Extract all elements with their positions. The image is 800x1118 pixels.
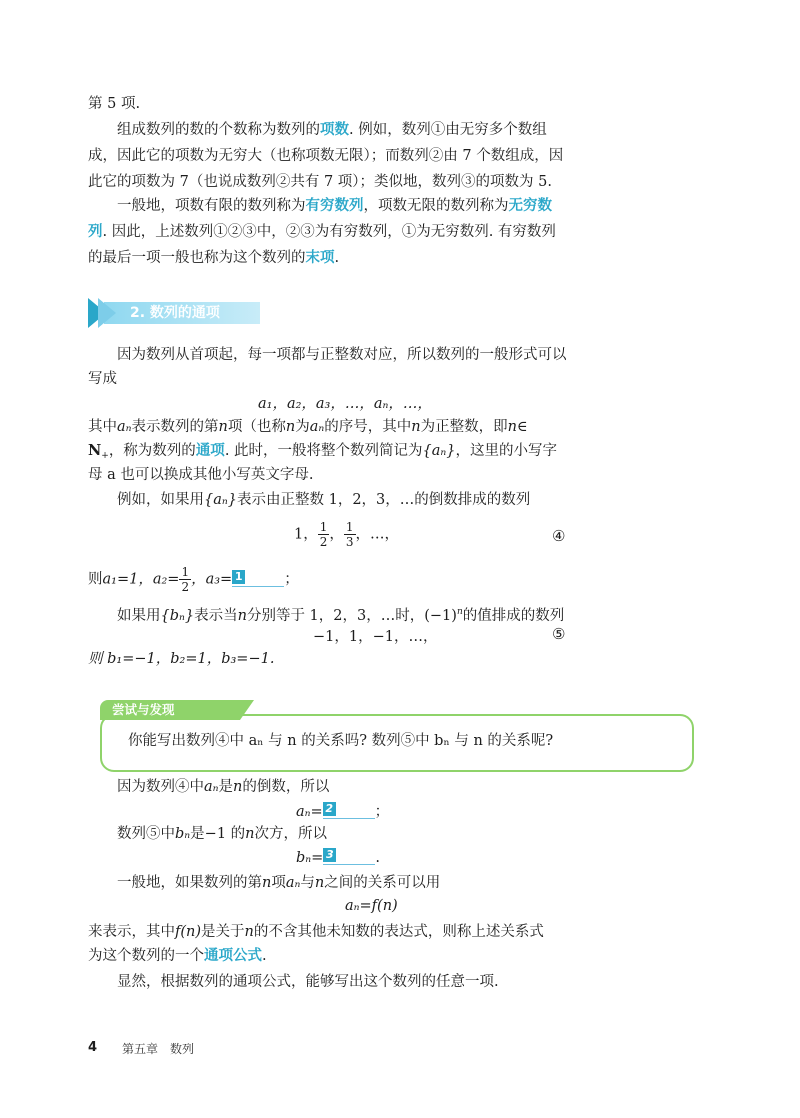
- equation-label: ④: [552, 527, 566, 545]
- fraction-den: 2: [319, 535, 328, 549]
- answer-blank-3[interactable]: [323, 848, 375, 865]
- math-fn: f(n): [175, 924, 202, 940]
- text-span: 因为数列④中: [117, 779, 204, 795]
- text-span: 次方，所以: [254, 826, 327, 842]
- text-span: 数列⑤中: [117, 826, 175, 842]
- text-span: 的最后一项一般也称为这个数列的: [88, 250, 306, 266]
- text-span: 为这个数列的一个: [88, 948, 204, 964]
- blank-number: 3: [323, 848, 336, 862]
- answer-blank-2[interactable]: [323, 802, 375, 819]
- keyword-term: 通项: [195, 442, 225, 459]
- text-line: [117, 824, 327, 844]
- text-span: . 例如，数列①由无穷多个数组: [349, 122, 547, 138]
- text-line: 成，因此它的项数为无穷大（也称项数无限）；而数列②由 7 个数组成，因: [88, 148, 564, 164]
- text-span: ，…，: [355, 526, 400, 543]
- text-span: 表示数列的第: [131, 419, 219, 435]
- text-span: .: [262, 948, 267, 964]
- text-span: 为: [295, 419, 310, 435]
- text-span: ，这里的小写字: [455, 443, 558, 459]
- keyword-term: 通项公式: [204, 947, 262, 964]
- text-span: 为正整数，即: [420, 419, 508, 435]
- math-set-b: {bₙ}: [160, 608, 195, 624]
- text-span: ；: [284, 571, 299, 588]
- text-span: . 此时，一般将整个数列简记为: [224, 443, 423, 459]
- text-span: 其中: [88, 419, 117, 435]
- math-expr: (−1): [424, 608, 457, 624]
- fraction-num: 1: [345, 520, 354, 534]
- text-span: 是关于: [201, 924, 245, 940]
- text-span: 表示由正整数 1，2，3，…的倒数排成的数列: [236, 492, 531, 508]
- math-set-a: {aₙ}: [204, 492, 237, 508]
- blank-number: 2: [323, 802, 336, 816]
- section-title: 2. 数列的通项: [130, 305, 220, 321]
- text-span: . 因此，上述数列①②③中，②③为有穷数列，①为无穷数列. 有穷数列: [102, 224, 556, 240]
- text-line: [117, 120, 547, 140]
- text-span: 一般地，如果数列的第: [117, 875, 262, 891]
- math-n: n: [233, 779, 243, 795]
- answer-blank-1[interactable]: [232, 570, 284, 587]
- math-n: n: [244, 924, 254, 940]
- text-line: [88, 922, 544, 942]
- fraction-num: 1: [181, 565, 190, 579]
- text-line: [117, 777, 329, 797]
- math-n: n: [262, 875, 272, 891]
- text-line: [117, 490, 530, 510]
- keyword-term: 有穷数列: [305, 197, 364, 214]
- fraction-den: 2: [181, 580, 190, 594]
- fraction: [344, 520, 356, 549]
- math-exp-n: n: [456, 607, 463, 617]
- general-formula: aₙ=f(n): [345, 898, 398, 914]
- text-span: 是−1 的: [190, 826, 246, 842]
- text-span: ，项数无限的数列称为: [363, 198, 509, 214]
- math-bn: bₙ: [175, 826, 191, 842]
- text-span: .: [375, 850, 380, 866]
- math-an: aₙ: [117, 419, 132, 435]
- text-span: ，: [329, 526, 344, 543]
- text-line: [88, 946, 267, 966]
- math-n: n: [314, 875, 325, 891]
- fraction: [318, 520, 330, 549]
- text-line: [117, 602, 564, 626]
- keyword-term: 列: [88, 223, 103, 240]
- math-n: n: [285, 419, 296, 435]
- text-line: 写成: [88, 371, 117, 387]
- an-formula-line: [296, 800, 389, 821]
- text-span: 如果用: [117, 608, 161, 624]
- text-line: [88, 222, 556, 242]
- text-span: 与: [300, 875, 315, 891]
- text-span: 项（也称: [227, 419, 286, 435]
- blank-number: 1: [232, 570, 245, 584]
- text-span: 一般地，项数有限的数列称为: [117, 198, 306, 214]
- keyword-term: 无穷数: [508, 197, 552, 214]
- text-span: 则: [88, 571, 103, 588]
- text-span: 是: [218, 779, 234, 795]
- math-n-in: n∈: [507, 419, 528, 435]
- math-expr: ，a₃=: [191, 571, 233, 588]
- text-line: [117, 873, 440, 893]
- text-span: 之间的关系可以用: [324, 875, 441, 891]
- try-discover-label: 尝试与发现: [112, 702, 175, 717]
- text-span: 分别等于 1，2，3，…时，: [246, 608, 425, 624]
- text-span: 表示当: [194, 608, 238, 624]
- math-n: n: [218, 419, 228, 435]
- text-line: 母 a 也可以换成其他小写英文字母.: [88, 467, 314, 483]
- chevron-right-icon: [98, 298, 116, 328]
- text-line: 显然，根据数列的通项公式，能够写出这个数列的任意一项.: [117, 974, 499, 990]
- math-n: n: [237, 608, 247, 624]
- bn-formula-line: [296, 848, 380, 866]
- math-n: n: [411, 419, 421, 435]
- text-line: [88, 565, 299, 594]
- text-line: 则 b₁=−1，b₂=1，b₃=−1.: [88, 651, 275, 667]
- text-span: 组成数列的数的个数称为数列的: [117, 122, 320, 138]
- try-discover-question: 你能写出数列④中 aₙ 与 n 的关系吗? 数列⑤中 bₙ 与 n 的关系呢?: [128, 733, 554, 749]
- math-expr: a₁=1，a₂=: [102, 571, 180, 588]
- fraction: [179, 565, 191, 594]
- math-naturals: N: [88, 442, 102, 459]
- text-line: 第 5 项.: [88, 96, 141, 112]
- text-span: 项: [271, 875, 286, 891]
- text-span: ；: [374, 804, 390, 820]
- fraction-den: 3: [345, 535, 354, 549]
- math-expr: aₙ=: [296, 804, 323, 820]
- math-an: aₙ: [285, 875, 301, 891]
- chapter-label: 第五章 数列: [122, 1042, 195, 1056]
- equation-label: ⑤: [552, 625, 566, 643]
- math-expr: bₙ=: [296, 850, 324, 866]
- text-line: [117, 196, 552, 216]
- text-span: 的值排成的数列: [462, 608, 565, 624]
- reciprocal-sequence: [294, 520, 399, 549]
- text-line: [88, 417, 528, 437]
- text-line: [88, 248, 339, 268]
- text-span: 的倒数，所以: [242, 779, 330, 795]
- section-header: [88, 298, 260, 328]
- text-line: [88, 441, 557, 466]
- try-discover-tab: [100, 700, 240, 720]
- text-span: .: [334, 250, 340, 266]
- math-plus: +: [101, 451, 109, 461]
- page-number: 4: [88, 1040, 98, 1055]
- text-span: 1，: [294, 526, 318, 543]
- fraction-num: 1: [319, 520, 328, 534]
- text-span: 的序号，其中: [324, 419, 412, 435]
- alternating-sequence: −1，1，−1，…，: [313, 629, 438, 645]
- math-set-a: {aₙ}: [422, 443, 456, 459]
- math-an: aₙ: [309, 419, 325, 435]
- text-line: 因为数列从首项起，每一项都与正整数对应，所以数列的一般形式可以: [117, 347, 567, 363]
- keyword-term: 末项: [305, 249, 335, 266]
- math-an: aₙ: [204, 779, 219, 795]
- text-span: 来表示，其中: [88, 924, 175, 940]
- keyword-term: 项数: [320, 121, 349, 138]
- text-span: 例如，如果用: [117, 492, 204, 508]
- text-span: ，称为数列的: [108, 443, 196, 459]
- text-line: 此它的项数为 7（也说成数列②共有 7 项）；类似地，数列③的项数为 5.: [88, 174, 552, 190]
- general-sequence: a₁，a₂，a₃，…，aₙ，…，: [258, 396, 432, 412]
- text-span: 的不含其他未知数的表达式，则称上述关系式: [253, 924, 544, 940]
- math-n: n: [245, 826, 255, 842]
